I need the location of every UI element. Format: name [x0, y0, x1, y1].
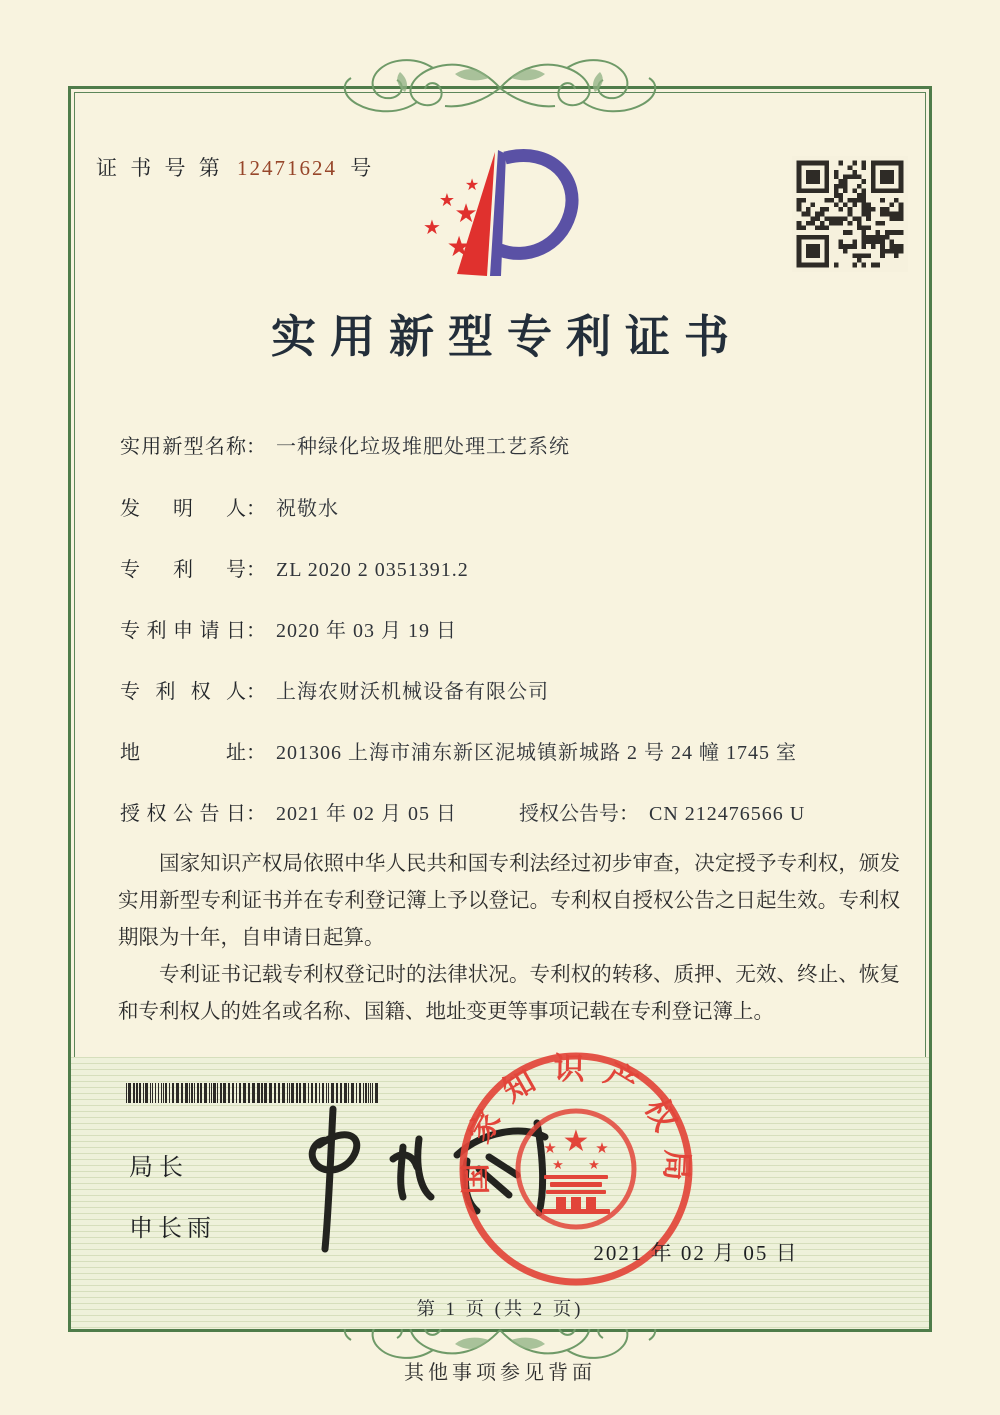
reverse-side-note: 其他事项参见背面 — [404, 1362, 596, 1384]
field-label: 发明人 — [120, 498, 246, 520]
field-row-name: 实用新型名称： 一种绿化垃圾堆肥处理工艺系统 — [120, 430, 570, 459]
field-row-filing-date: 专利申请日： 2020 年 03 月 19 日 — [120, 614, 457, 643]
svg-text:★: ★ — [562, 1124, 590, 1159]
field-row-patentee: 专利权人： 上海农财沃机械设备有限公司 — [120, 675, 549, 704]
field-value: 2020 年 03 月 19 日 — [276, 620, 457, 642]
svg-text:★: ★ — [446, 230, 472, 263]
cert-no-prefix: 证 书 号 第 — [96, 156, 224, 180]
svg-text:★: ★ — [588, 1158, 600, 1173]
field-label: 专利申请日 — [120, 620, 246, 642]
field-label: 专利权人 — [120, 681, 246, 703]
cnipa-logo-icon — [402, 138, 592, 288]
guilloche-band — [71, 1050, 929, 1329]
field-value: 祝敬水 — [276, 498, 339, 520]
svg-text:★: ★ — [423, 215, 441, 239]
certificate-title: 实用新型专利证书 — [270, 312, 743, 362]
legal-text — [118, 846, 900, 1031]
legal-paragraph-2: 专利证书记载专利权登记时的法律状况。专利权的转移、质押、无效、终止、恢复和专利权人的姓名或名称、国籍、地址变更等事项记载在专利登记簿上。 — [118, 964, 900, 1023]
cert-no-value: 12471624 — [237, 156, 337, 180]
field-label: 地址 — [120, 742, 246, 764]
svg-text:★: ★ — [454, 199, 478, 229]
field-label: 授权公告日 — [120, 803, 246, 825]
field-value: 2021 年 02 月 05 日 — [276, 803, 457, 825]
field-row-address: 地址： 201306 上海市浦东新区泥城镇新城路 2 号 24 幢 1745 室 — [120, 736, 797, 765]
certificate-number-line — [96, 152, 375, 182]
field-value-grant-number: CN 212476566 U — [649, 803, 806, 825]
field-value: 一种绿化垃圾堆肥处理工艺系统 — [276, 436, 570, 458]
seal-national-emblem — [518, 1111, 634, 1227]
svg-text:★: ★ — [552, 1158, 564, 1173]
legal-paragraph-1: 国家知识产权局依照中华人民共和国专利法经过初步审查，决定授予专利权，颁发实用新型专利证书并在专利登记簿上予以登记。专利权自授权公告之日起生效。专利权期限为十年，自申请日起算。 — [118, 853, 900, 949]
field-value: ZL 2020 2 0351391.2 — [276, 559, 469, 581]
field-label: 专利号 — [120, 559, 246, 581]
logo-stars — [423, 175, 479, 263]
svg-text:★: ★ — [464, 175, 480, 194]
field-value: 201306 上海市浦东新区泥城镇新城路 2 号 24 幢 1745 室 — [276, 742, 797, 764]
svg-text:★: ★ — [438, 190, 456, 211]
field-label: 实用新型名称 — [120, 436, 246, 458]
seal-text: 国家知识产权局 — [457, 1050, 695, 1199]
qr-code-icon — [792, 156, 908, 272]
field-value: 上海农财沃机械设备有限公司 — [276, 681, 549, 703]
director-name: 申长雨 — [129, 1216, 216, 1242]
field-row-grant-date: 授权公告日： 2021 年 02 月 05 日 授权公告号： CN 212476566 U — [120, 797, 805, 826]
svg-text:★: ★ — [543, 1139, 557, 1157]
page-number: 第 1 页 (共 2 页) — [416, 1300, 584, 1320]
director-title: 局长 — [129, 1155, 189, 1181]
field-label-grant-number: 授权公告号 — [519, 803, 619, 825]
cert-no-suffix: 号 — [350, 156, 376, 180]
director-block — [129, 1147, 216, 1243]
seal-date: 2021 年 02 月 05 日 — [593, 1241, 799, 1265]
field-row-inventor: 发明人： 祝敬水 — [120, 492, 339, 521]
field-row-patent-number: 专利号： ZL 2020 2 0351391.2 — [120, 553, 469, 582]
svg-text:★: ★ — [595, 1139, 609, 1157]
